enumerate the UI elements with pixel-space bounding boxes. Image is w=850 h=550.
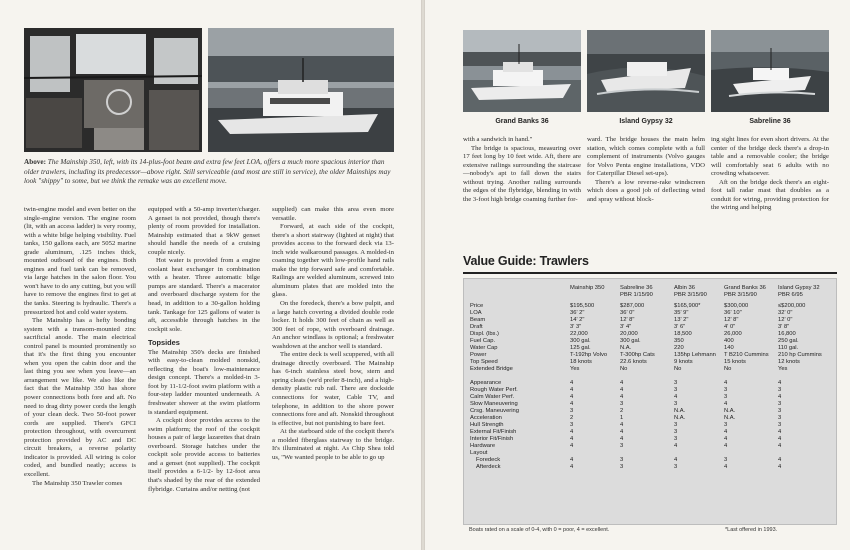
left-column-2 xyxy=(148,206,260,540)
table-cell: 3 xyxy=(674,435,678,442)
row-label: Interior Fit/Finish xyxy=(470,435,514,442)
row-label: Afterdeck xyxy=(476,464,501,471)
table-cell: 35' 9" xyxy=(674,310,689,317)
row-label: Displ. (lbs.) xyxy=(470,331,499,338)
paragraph: ward. The bridge houses the main helm station, which comes complete with a full complement of instruments (Volvo gauges for Volvo Penta engine installations, VDO for Caterpillar Diesel set-ups). xyxy=(587,136,705,178)
right-column-2 xyxy=(587,136,705,242)
table-cell: 36' 10" xyxy=(724,310,742,317)
paragraph: On the foredeck, there's a bow pulpit, and a large hatch covering a divided double rode locker. It holds 300 feet of chain as well as 300 feet of rope, with overboard drainage. An anchor windlass is optional; a freshwater washdown at the anchor well is standard. xyxy=(272,300,394,350)
column-header-grand-banks-sub: PBR 3/15/90 xyxy=(724,292,757,298)
paragraph: equipped with a 50-amp inverter/charger. A genset is not provided, though there's plenty of room provided for installation. Mainship estimated that a 9kW genset should handle the needs of a cruising couple nicely. xyxy=(148,206,260,256)
island-gypsy-photo xyxy=(587,30,705,112)
table-cell: 36' 0" xyxy=(620,310,635,317)
table-cell: 4 xyxy=(570,457,574,464)
table-cell: 4 xyxy=(778,442,782,449)
value-guide-footnote: Boats rated on a scale of 0-4, with 0 = poor, 4 = excellent. xyxy=(469,527,610,533)
row-label: Water Cap xyxy=(470,345,498,352)
paragraph: with a sandwich in hand." xyxy=(463,136,533,143)
table-cell: N.A. xyxy=(724,407,736,414)
table-cell: 4 xyxy=(570,393,574,400)
right-page xyxy=(425,0,850,550)
column-header-island-gypsy: Island Gypsy 32 xyxy=(778,285,820,291)
table-cell: 15 knots xyxy=(724,359,746,366)
paragraph: ing sight lines for even short drivers. At the center of the bridge deck there's a drop-in table and a removable cooler; the bridge will comfortably seat 6 adults with no crowding whatsoever. xyxy=(711,136,829,178)
table-cell: 12' 0" xyxy=(778,317,793,324)
right-column-1 xyxy=(463,136,581,242)
table-cell: 135hp Lehmann xyxy=(674,352,716,359)
table-cell: 22,000 xyxy=(570,331,588,338)
row-label: Beam xyxy=(470,317,486,324)
table-cell: 4 xyxy=(778,435,782,442)
table-cell: N.A. xyxy=(620,345,632,352)
table-cell: 3 xyxy=(620,400,624,407)
paragraph: The Mainship 350 Trawler comes xyxy=(32,479,123,487)
table-cell: 3 xyxy=(674,464,678,471)
row-label: Appearance xyxy=(470,379,502,386)
value-guide-rule xyxy=(463,272,837,274)
paragraph: The bridge is spacious, measuring over 17 feet long by 10 feet wide. Aft, there are extensive railings surrounding the staircase—nobody's apt to fall down the stairs without trying. Another railing surrounds the edges of the flybridge, blending in with the 3-foot high bridge coaming further for- xyxy=(463,144,581,203)
paragraph: supplied) can make this area even more versatile. xyxy=(272,206,394,222)
paragraph: Forward, at each side of the cockpit, there's a short stairway (lighted at night) that provides access to the forward deck via 13-inch wide walkaround passages. A molded-in coaming together with low-profile hand rails make the trip forward safe and comfortable. Railings are welded aluminum, screwed into aluminum plates that are molded into the glass. xyxy=(272,223,394,299)
row-label: Foredeck xyxy=(476,457,501,464)
table-cell: 125 gal. xyxy=(570,345,591,352)
row-label: Calm Water Perf. xyxy=(470,393,515,400)
table-cell: 12 knots xyxy=(778,359,800,366)
left-column-1 xyxy=(24,206,136,540)
row-label: Power xyxy=(470,352,487,359)
table-cell: 300 gal. xyxy=(570,338,591,345)
row-label: Rough Water Perf. xyxy=(470,386,518,393)
table-cell: 4 xyxy=(620,421,624,428)
table-cell: 350 xyxy=(674,338,684,345)
table-cell: 4 xyxy=(570,386,574,393)
table-cell: 9 knots xyxy=(674,359,693,366)
table-cell: 4 xyxy=(724,400,728,407)
paragraph: At the starboard side of the cockpit there's a molded fiberglass stairway to the bridge. It's illuminated at night. As Chip Shea told us, "We wanted people to be able to go up xyxy=(272,428,394,461)
table-cell: 4 xyxy=(570,435,574,442)
paragraph: Aft on the bridge deck there's an eight-foot tall radar mast that doubles as a conduit for wiring, providing protection for the wiring and helping xyxy=(711,178,829,212)
table-cell: 110 gal. xyxy=(778,345,799,352)
row-label: Fuel Cap. xyxy=(470,338,496,345)
left-column-3 xyxy=(272,206,394,540)
row-label: Hardware xyxy=(470,442,496,449)
table-cell: 3 xyxy=(674,421,678,428)
row-label: Slow Maneuvering xyxy=(470,400,518,407)
table-cell: 32' 0" xyxy=(778,310,793,317)
table-cell: $195,500 xyxy=(570,303,595,309)
table-cell: 4 xyxy=(620,386,624,393)
table-cell: 12' 8" xyxy=(620,317,635,324)
table-cell: 4 xyxy=(778,457,782,464)
row-label: Hull Strength xyxy=(470,421,504,428)
paragraph: Hot water is provided from a engine coolant heat exchanger in combination with a heater. Three automatic bilge pumps are standard. There's a macerator and overboard discharge system for the head, in addition to a 30-gallon holding tank. Tankage for 125 gallons of water is aft, accessible through hatches in the cockpit sole. xyxy=(148,257,260,333)
table-cell: 13' 2" xyxy=(674,317,689,324)
table-cell: 4 xyxy=(674,457,678,464)
boat-label-grand-banks: Grand Banks 36 xyxy=(495,118,549,125)
column-header-sabreline: Sabreline 36 xyxy=(620,285,653,291)
row-label: Top Speed xyxy=(470,359,498,366)
sabreline-photo xyxy=(711,30,829,112)
value-guide-footnote-asterisk: *Last offered in 1993. xyxy=(725,527,778,533)
table-cell: No xyxy=(724,366,732,373)
table-cell: 3 xyxy=(674,379,678,386)
table-cell: 220 xyxy=(674,345,684,352)
table-cell: 3 xyxy=(778,400,782,407)
grand-banks-photo xyxy=(463,30,581,112)
column-header-albin-sub: PBR 3/15/90 xyxy=(674,292,707,298)
table-cell: 26,000 xyxy=(724,331,742,338)
table-cell: Yes xyxy=(570,366,580,373)
section-heading-topsides: Topsides xyxy=(148,338,180,348)
table-cell: 36' 2" xyxy=(570,310,585,317)
table-cell: 3' 8" xyxy=(778,324,790,331)
table-cell: 4 xyxy=(778,393,782,400)
paragraph: The Mainship 350's decks are finished with easy-to-clean molded nonskid, reflecting the boat's low-maintenance design concept. There's a molded-in 3-foot by 11-1/2-foot swim platform with a four-step ladder mounted underneath. A freshwater shower at the swim platform is standard equipment. xyxy=(148,348,260,416)
table-cell: 3 xyxy=(570,407,574,414)
boat-label-island-gypsy: Island Gypsy 32 xyxy=(619,118,673,125)
table-cell: $165,900* xyxy=(674,303,701,309)
table-cell: 4 xyxy=(570,442,574,449)
table-cell: 18,500 xyxy=(674,331,692,338)
table-cell: Yes xyxy=(778,366,788,373)
table-cell: 4 xyxy=(620,379,624,386)
table-cell: 3 xyxy=(778,421,782,428)
table-cell: 3' 6" xyxy=(674,324,686,331)
table-cell: 22.6 knots xyxy=(620,359,647,366)
table-cell: 4 xyxy=(778,464,782,471)
table-cell: 3 xyxy=(778,386,782,393)
table-cell: 4 xyxy=(778,428,782,435)
table-cell: 140 xyxy=(724,345,734,352)
row-label: Layout xyxy=(470,450,488,456)
table-cell: 3 xyxy=(724,393,728,400)
table-cell: 3 xyxy=(674,428,678,435)
table-cell: 2 xyxy=(620,407,624,414)
left-page xyxy=(0,0,422,550)
table-cell: 14' 2" xyxy=(570,317,585,324)
row-label: LOA xyxy=(470,310,482,317)
column-header-albin: Albin 36 xyxy=(674,285,695,291)
table-cell: 3 xyxy=(674,386,678,393)
table-cell: 4 xyxy=(674,393,678,400)
row-label: External Fit/Finish xyxy=(470,428,517,435)
table-cell: 300 gal. xyxy=(620,338,641,345)
paragraph: There's a low reverse-rake windscreen which does a good job of deflecting wind and spray without block- xyxy=(587,178,705,203)
row-label: Draft xyxy=(470,324,483,331)
right-column-3 xyxy=(711,136,829,242)
column-header-mainship: Mainship 350 xyxy=(570,285,605,291)
table-cell: 4 xyxy=(724,379,728,386)
table-cell: 3 xyxy=(778,414,782,421)
table-cell: N.A. xyxy=(674,414,686,421)
column-header-island-gypsy-sub: PBR 6/95 xyxy=(778,292,803,298)
table-cell: 16,800 xyxy=(778,331,796,338)
table-cell: 4 xyxy=(724,435,728,442)
table-cell: T-192hp Volvo xyxy=(570,352,608,359)
table-cell: T B210 Cummins xyxy=(724,352,769,359)
table-cell: 210 hp Cummins xyxy=(778,352,822,359)
table-cell: 18 knots xyxy=(570,359,592,366)
interior-photo xyxy=(24,28,202,152)
table-cell: T-300hp Cats xyxy=(620,352,655,359)
table-cell: 3 xyxy=(674,400,678,407)
table-cell: N.A. xyxy=(674,407,686,414)
table-cell: 4 xyxy=(620,393,624,400)
table-cell: 4 xyxy=(620,428,624,435)
table-cell: 3 xyxy=(570,421,574,428)
table-cell: 4 xyxy=(620,435,624,442)
table-cell: ≤$200,000 xyxy=(778,303,806,309)
paragraph: twin-engine model and even better on the single-engine version. The engine room (lit, with an access ladder) is very roomy, with a white bilge helping visibility. Fuel tanks, 150 gallons each, are 5052 marine grade aluminum, .125 inches thick, mounted outboard of the engines. Both engines and fuel tank can be removed, via large hatches in the salon floor. You won't have to do any cutting, but you will have to remove the engines first to get at the tanks. Steering is hydraulic. There's a pressurized hot and cold water system. xyxy=(24,206,136,316)
row-label: Crsg. Maneuvering xyxy=(470,407,519,414)
table-cell: 4 xyxy=(570,379,574,386)
row-label: Price xyxy=(470,303,484,309)
table-cell: 12' 8" xyxy=(724,317,739,324)
table-cell: 3' 4" xyxy=(620,324,632,331)
paragraph: A cockpit door provides access to the swim platform; the roof of the cockpit houses a pair of large lazarettes that drain overboard. Storage hatches under the cockpit sole provide access to batteries and a genset (not supplied). The cockpit itself provides a 6-1/2- by 12-foot area that's shaded by the rear of the extended flybridge. Curtains and/or netting (not xyxy=(148,417,260,493)
table-cell: 4 xyxy=(724,442,728,449)
value-guide-title: Value Guide: Trawlers xyxy=(463,254,589,268)
table-cell: N.A. xyxy=(724,414,736,421)
photo-caption xyxy=(24,158,394,187)
table-cell: 4' 0" xyxy=(724,324,736,331)
row-label: Extended Bridge xyxy=(470,366,513,373)
table-cell: 400 xyxy=(724,338,734,345)
table-cell: 3 xyxy=(724,457,728,464)
column-header-sabreline-sub: PBR 1/15/90 xyxy=(620,292,653,298)
table-cell: 3 xyxy=(620,442,624,449)
table-cell: 3 xyxy=(620,457,624,464)
table-cell: 20,000 xyxy=(620,331,638,338)
column-header-grand-banks: Grand Banks 36 xyxy=(724,285,766,291)
row-label: Acceleration xyxy=(470,414,502,421)
table-cell: $300,000 xyxy=(724,303,749,309)
old-mainship-photo xyxy=(208,28,394,152)
boat-label-sabreline: Sabreline 36 xyxy=(749,118,791,125)
table-cell: $287,000 xyxy=(620,303,645,309)
table-cell: 1 xyxy=(620,414,624,421)
table-cell: 4 xyxy=(570,464,574,471)
paragraph: The Mainship has a hefty bonding system with a transom-mounted zinc sacrificial anode. The main electrical control panel is mounted prominently so that it's the first thing you encounter when you open the cabin door and the last thing you see when you leave—an arrangement we like. We also like the fact that the Mainship 350 has shore power connections both fore and aft. No need to drag dirty power cords the length of your clean deck. Two 50-foot power cords are supplied. There's GFCI protection throughout, with overcurrent protection provided by AC and DC circuit breakers, a reverse polarity indicator is provided. All wiring is color coded, and bundled neatly; access is excellent. xyxy=(24,317,136,478)
table-cell: 3 xyxy=(724,421,728,428)
table-cell: No xyxy=(674,366,682,373)
table-cell: 4 xyxy=(724,464,728,471)
table-cell: 3' 3" xyxy=(570,324,582,331)
table-cell: 3 xyxy=(724,386,728,393)
value-guide-table xyxy=(463,278,837,525)
table-cell: 3 xyxy=(620,464,624,471)
table-cell: 2 xyxy=(570,414,574,421)
table-cell: 4 xyxy=(724,428,728,435)
table-cell: 4 xyxy=(674,442,678,449)
table-cell: 4 xyxy=(570,428,574,435)
table-cell: 4 xyxy=(778,379,782,386)
table-cell: 3 xyxy=(778,407,782,414)
table-cell: 250 gal. xyxy=(778,338,799,345)
caption-text: The Mainship 350, left, with its 14-plus-foot beam and extra few feet LOA, offers a much more spacious interior than older trawlers, including its predecessor—above right. Still serviceable (and most are still in service), the older Mainships may look "shippy" to some, but we think the remake was an excellent move. xyxy=(24,158,391,186)
caption-lead: Above: xyxy=(24,158,46,166)
table-cell: 4 xyxy=(570,400,574,407)
table-cell: No xyxy=(620,366,628,373)
paragraph: The entire deck is well scuppered, with all drainage directly overboard. The Mainship has 6-inch stainless steel bow, stern and spring cleats (we'd prefer 8-inch), and a high-density plastic rub rail. There are dockside connections for water, Cable TV, and telephone, in addition to the shore power connections fore and aft. Nonskid throughout is effective, but not punishing to bare feet. xyxy=(272,351,394,427)
